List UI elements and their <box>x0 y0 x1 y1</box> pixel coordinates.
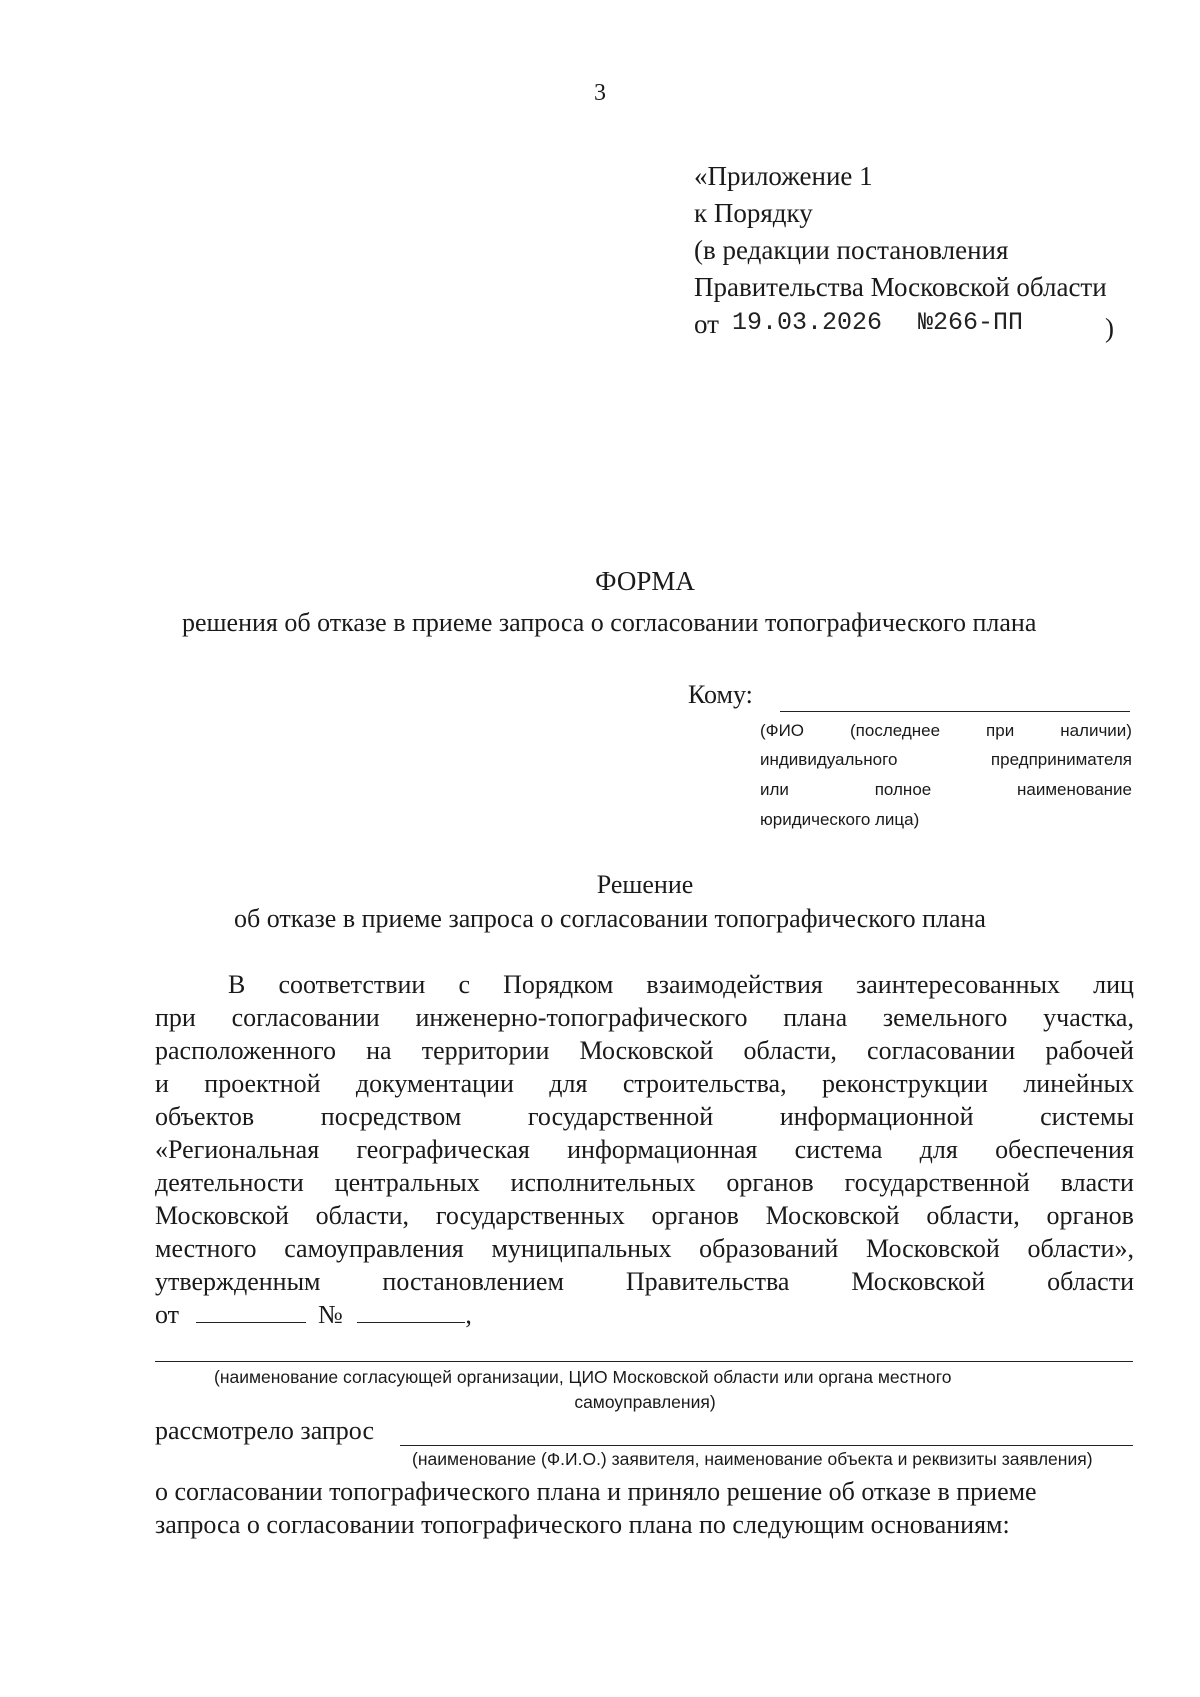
body-word: , <box>465 1300 472 1329</box>
appendix-date-prefix: от <box>694 309 719 339</box>
decision-subtitle: об отказе в приеме запроса о согласовании топографического плана <box>234 904 986 933</box>
body-word: от <box>155 1300 180 1329</box>
date-blank <box>196 1302 306 1323</box>
body-line-3 <box>155 1036 1134 1066</box>
recipient-label: Кому: <box>688 680 753 709</box>
body-word: власти <box>1060 1168 1134 1197</box>
body-word: государственной <box>844 1168 1030 1197</box>
body-word: при <box>155 1003 196 1032</box>
body-word: информационной <box>779 1102 974 1131</box>
body-word: органов <box>726 1168 814 1197</box>
body-word: инженерно-топографического <box>415 1003 748 1032</box>
body-word: области, <box>926 1201 1020 1230</box>
recipient-note-word: при <box>986 721 1015 740</box>
appendix-number: №266-ПП <box>918 308 1024 337</box>
recipient-note-line-4 <box>760 810 919 830</box>
body-word: Московской <box>865 1234 1000 1263</box>
body-word: расположенного <box>155 1036 336 1065</box>
form-subtitle: решения об отказе в приеме запроса о согласовании топографического плана <box>182 608 1037 637</box>
number-blank <box>357 1302 465 1323</box>
body-word: посредством <box>320 1102 462 1131</box>
body-word: рабочей <box>1045 1036 1134 1065</box>
request-label: рассмотрело запрос <box>155 1416 374 1445</box>
recipient-note-line-1 <box>760 721 1132 741</box>
body-word: муниципальных <box>491 1234 672 1263</box>
body-word: заинтересованных <box>855 970 1061 999</box>
body-word: лиц <box>1093 970 1134 999</box>
body-word: области, <box>315 1201 410 1230</box>
body-word: на <box>366 1036 392 1065</box>
body-word: Московской <box>155 1201 289 1230</box>
body-line-7 <box>155 1168 1134 1198</box>
body-word: территории <box>421 1036 550 1065</box>
conclusion-line-1: о согласовании топографического плана и приняло решение об отказе в приеме <box>155 1477 1037 1506</box>
body-word: Правительства <box>625 1267 790 1296</box>
body-word: Московской <box>579 1036 714 1065</box>
body-line-1 <box>228 970 1134 1000</box>
body-word: государственных <box>435 1201 625 1230</box>
organization-line <box>155 1361 1133 1362</box>
body-word: местного <box>155 1234 257 1263</box>
body-word: для <box>549 1069 588 1098</box>
recipient-note-word: индивидуального <box>760 750 898 769</box>
body-line-4 <box>155 1069 1134 1099</box>
conclusion-line-2: запроса о согласовании топографического плана по следующим основаниям: <box>155 1510 1010 1539</box>
body-word: обеспечения <box>995 1135 1134 1164</box>
body-line-8 <box>155 1201 1134 1231</box>
body-word: реконструкции <box>821 1069 988 1098</box>
body-word: области <box>1047 1267 1134 1296</box>
body-word: объектов <box>155 1102 255 1131</box>
recipient-note-word: (последнее <box>850 721 941 740</box>
body-word: «Региональная <box>155 1135 320 1164</box>
recipient-note-line-2 <box>760 750 1132 770</box>
appendix-date: 19.03.2026 <box>732 308 883 337</box>
body-word: системы <box>1040 1102 1134 1131</box>
form-title: ФОРМА <box>595 566 695 596</box>
body-line-10 <box>155 1267 1134 1297</box>
body-word: с <box>458 970 470 999</box>
body-word: В <box>228 970 246 999</box>
body-line-6 <box>155 1135 1134 1165</box>
recipient-note-word: или <box>760 780 789 799</box>
page-number: 3 <box>594 80 606 106</box>
appendix-closing: ) <box>1105 313 1114 343</box>
recipient-note-word: юридического лица) <box>760 810 920 829</box>
body-line-5 <box>155 1102 1134 1132</box>
appendix-line-3: (в редакции постановления <box>694 235 1009 265</box>
body-word: линейных <box>1023 1069 1134 1098</box>
recipient-note-word: (ФИО <box>760 721 805 740</box>
body-word: проектной <box>204 1069 321 1098</box>
body-word: участка, <box>1043 1003 1134 1032</box>
body-word: постановлением <box>382 1267 564 1296</box>
recipient-note-line-3 <box>760 780 1132 800</box>
body-word: Московской <box>851 1267 986 1296</box>
body-word: центральных <box>334 1168 480 1197</box>
appendix-line-1: «Приложение 1 <box>694 161 873 191</box>
body-word: и <box>155 1069 169 1098</box>
body-word: соответствии <box>278 970 426 999</box>
request-underline <box>400 1445 1133 1446</box>
recipient-note-word: полное <box>874 780 932 799</box>
body-word: информационная <box>567 1135 758 1164</box>
body-word: согласовании <box>231 1003 380 1032</box>
body-word: для <box>919 1135 958 1164</box>
body-word: согласовании <box>867 1036 1016 1065</box>
body-word: органов <box>1046 1201 1134 1230</box>
body-word: система <box>794 1135 883 1164</box>
body-word: взаимодействия <box>646 970 823 999</box>
body-word: государственной <box>527 1102 714 1131</box>
recipient-note-word: предпринимателя <box>990 750 1132 769</box>
body-word: области, <box>743 1036 837 1065</box>
organization-note-line-2: самоуправления) <box>574 1392 716 1412</box>
body-word: географическая <box>356 1135 530 1164</box>
request-note: (наименование (Ф.И.О.) заявителя, наименование объекта и реквизиты заявления) <box>412 1449 1093 1469</box>
body-word: деятельности <box>155 1168 304 1197</box>
recipient-note-word: наличии) <box>1060 721 1132 740</box>
body-word: Порядком <box>503 970 614 999</box>
body-word: образований <box>699 1234 839 1263</box>
body-word: органов <box>651 1201 739 1230</box>
body-line-9 <box>155 1234 1134 1264</box>
body-line-11 <box>155 1300 472 1330</box>
organization-note-line-1: (наименование согласующей организации, ЦИО Московской области или органа местного <box>214 1367 952 1387</box>
appendix-line-2: к Порядку <box>694 198 813 228</box>
body-word: документации <box>355 1069 514 1098</box>
decision-title: Решение <box>596 870 694 899</box>
body-line-2 <box>155 1003 1134 1033</box>
appendix-line-4: Правительства Московской области <box>694 272 1107 302</box>
body-word: № <box>318 1300 343 1329</box>
body-word: земельного <box>882 1003 1008 1032</box>
body-word: утвержденным <box>155 1267 321 1296</box>
body-word: Московской <box>765 1201 900 1230</box>
body-word: исполнительных <box>510 1168 696 1197</box>
body-word: плана <box>783 1003 848 1032</box>
recipient-note-word: наименование <box>1017 780 1132 799</box>
recipient-underline <box>780 711 1130 712</box>
body-word: строительства, <box>622 1069 787 1098</box>
body-word: самоуправления <box>284 1234 464 1263</box>
body-word: области», <box>1027 1234 1134 1263</box>
